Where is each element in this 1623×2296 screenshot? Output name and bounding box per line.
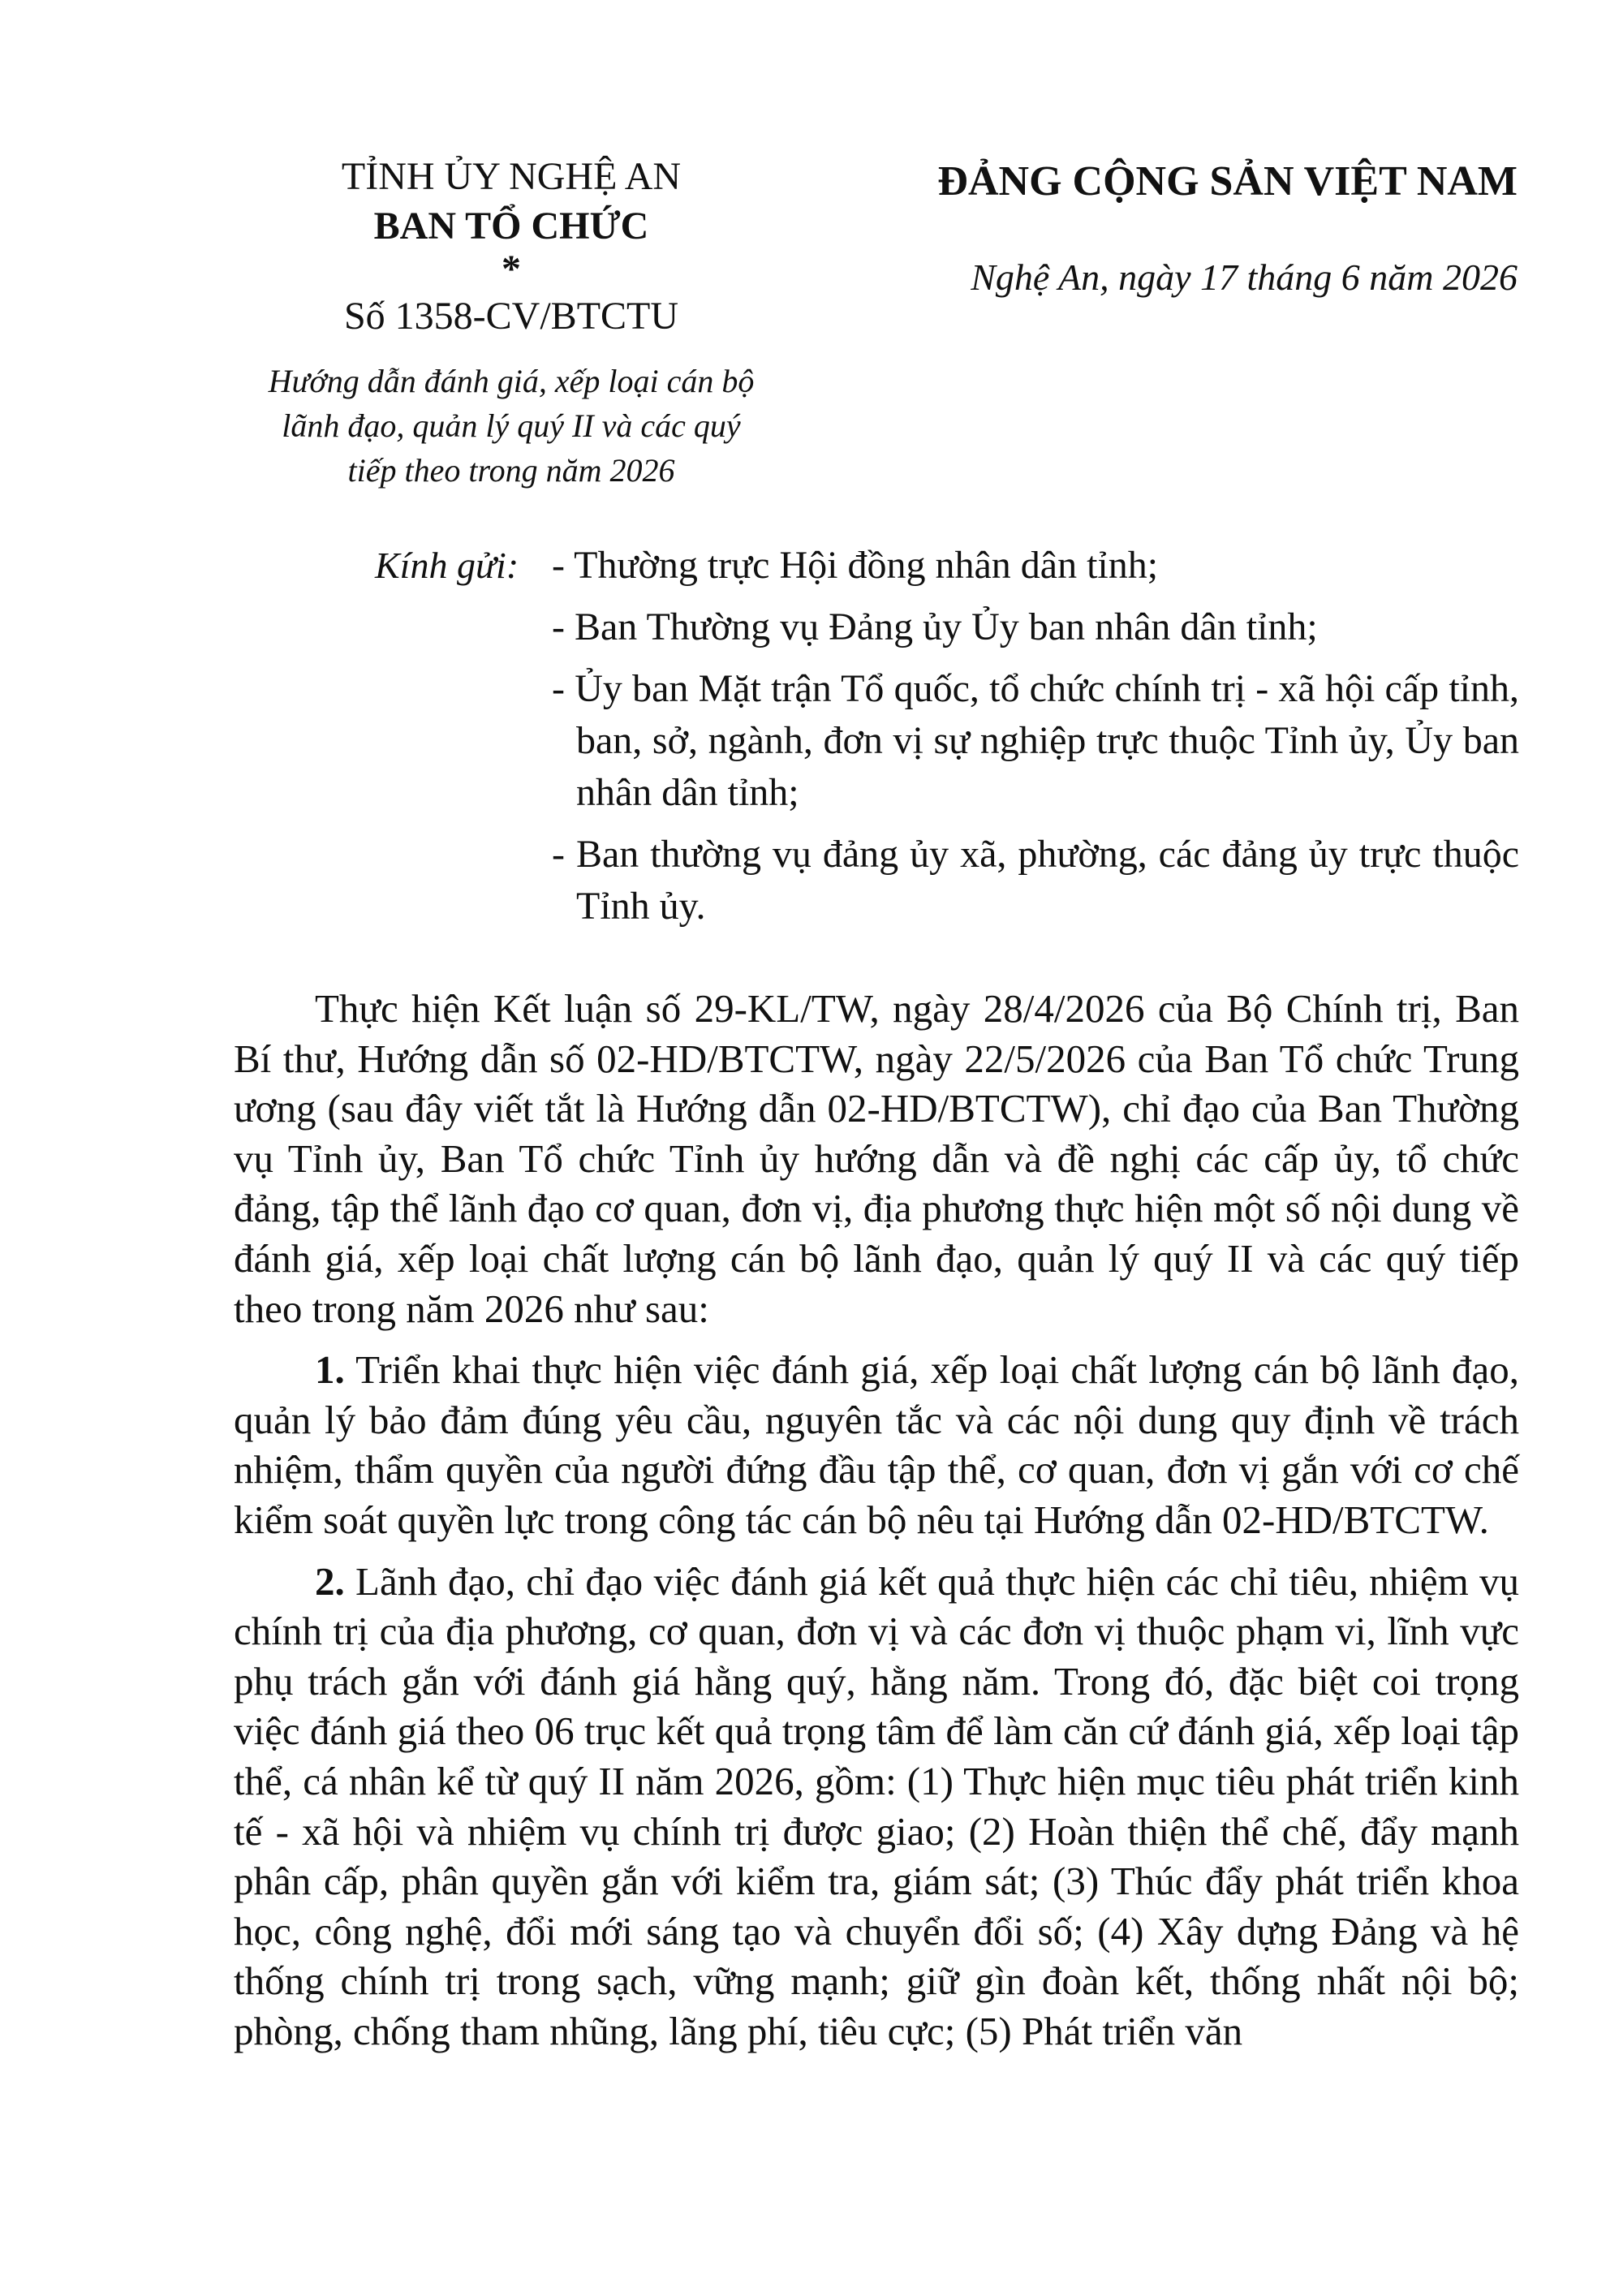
- document-number: Số 1358-CV/BTCTU: [343, 295, 679, 338]
- recipient-item: - Ban thường vụ đảng ủy xã, phường, các đảng ủy trực thuộc Tỉnh ủy.: [552, 833, 1519, 928]
- parent-organization: TỈNH ỦY NGHỆ AN: [341, 155, 682, 198]
- section-2-paragraph: [234, 1557, 1519, 2057]
- recipient-item: - Ủy ban Mặt trận Tổ quốc, tổ chức chính trị - xã hội cấp tỉnh, ban, sở, ngành, đơn vị sự nghiệp trực thuộc Tỉnh ủy, Ủy ban nhân dân tỉnh;: [552, 667, 1519, 814]
- recipient-item: - Thường trực Hội đồng nhân dân tỉnh;: [552, 544, 1159, 587]
- separator-star: *: [502, 248, 521, 291]
- recipients-list: [552, 540, 1519, 942]
- issuing-organization: BAN TỔ CHỨC: [373, 205, 649, 248]
- intro-paragraph: Thực hiện Kết luận số 29-KL/TW, ngày 28/4/2026 của Bộ Chính trị, Ban Bí thư, Hướng dẫn số 02-HD/BTCTW, ngày 22/5/2026 của Ban Tổ chức Trung ương (sau đây viết tắt là Hướng dẫn 02-HD/BTCTW), chỉ đạo của Ban Thường vụ Tỉnh ủy, Ban Tổ chức Tỉnh ủy hướng dẫn và đề nghị các cấp ủy, tổ chức đảng, tập thể lãnh đạo cơ quan, đơn vị, địa phương thực hiện một số nội dung về đánh giá, xếp loại chất lượng cán bộ lãnh đạo, quản lý quý II và các quý tiếp theo trong năm 2026 như sau:: [234, 986, 1519, 1331]
- subject-line: tiếp theo trong năm 2026: [347, 452, 675, 489]
- section-text: Triển khai thực hiện việc đánh giá, xếp loại chất lượng cán bộ lãnh đạo, quản lý bảo đảm đúng yêu cầu, nguyên tắc và các nội dung quy định về trách nhiệm, thẩm quyền của người đứng đầu tập thể, cơ quan, đơn vị gắn với cơ chế kiểm soát quyền lực trong công tác cán bộ nêu tại Hướng dẫn 02-HD/BTCTW.: [234, 1347, 1519, 1542]
- party-header-block: [901, 153, 1518, 302]
- recipient-item: - Ban Thường vụ Đảng ủy Ủy ban nhân dân tỉnh;: [552, 605, 1318, 648]
- section-number: 2.: [315, 1558, 345, 1604]
- recipients-label: Kính gửi:: [375, 545, 519, 586]
- subject-line: lãnh đạo, quản lý quý II và các quý: [282, 407, 741, 444]
- place-and-date: Nghệ An, ngày 17 tháng 6 năm 2026: [971, 256, 1518, 298]
- document-body: [234, 984, 1519, 2067]
- issuing-authority-block: [243, 153, 779, 493]
- section-1-paragraph: [234, 1345, 1519, 1544]
- section-text: Lãnh đạo, chỉ đạo việc đánh giá kết quả thực hiện các chỉ tiêu, nhiệm vụ chính trị của địa phương, cơ quan, đơn vị và các đơn vị thuộc phạm vi, lĩnh vực phụ trách gắn với đánh giá hằng quý, hằng năm. Trong đó, đặc biệt coi trọng việc đánh giá theo 06 trục kết quả trọng tâm để làm căn cứ đánh giá, xếp loại tập thể, cá nhân kể từ quý II năm 2026, gồm: (1) Thực hiện mục tiêu phát triển kinh tế - xã hội và nhiệm vụ chính trị được giao; (2) Hoàn thiện thể chế, đẩy mạnh phân cấp, phân quyền gắn với kiểm tra, giám sát; (3) Thúc đẩy phát triển khoa học, công nghệ, đổi mới sáng tạo và chuyển đổi số; (4) Xây dựng Đảng và hệ thống chính trị trong sạch, vững mạnh; giữ gìn đoàn kết, thống nhất nội bộ; phòng, chống tham nhũng, lãng phí, tiêu cực; (5) Phát triển văn: [234, 1558, 1520, 2053]
- subject-line: Hướng dẫn đánh giá, xếp loại cán bộ: [268, 363, 755, 399]
- document-subject: [243, 359, 779, 493]
- party-name: ĐẢNG CỘNG SẢN VIỆT NAM: [937, 158, 1518, 205]
- section-number: 1.: [315, 1347, 345, 1393]
